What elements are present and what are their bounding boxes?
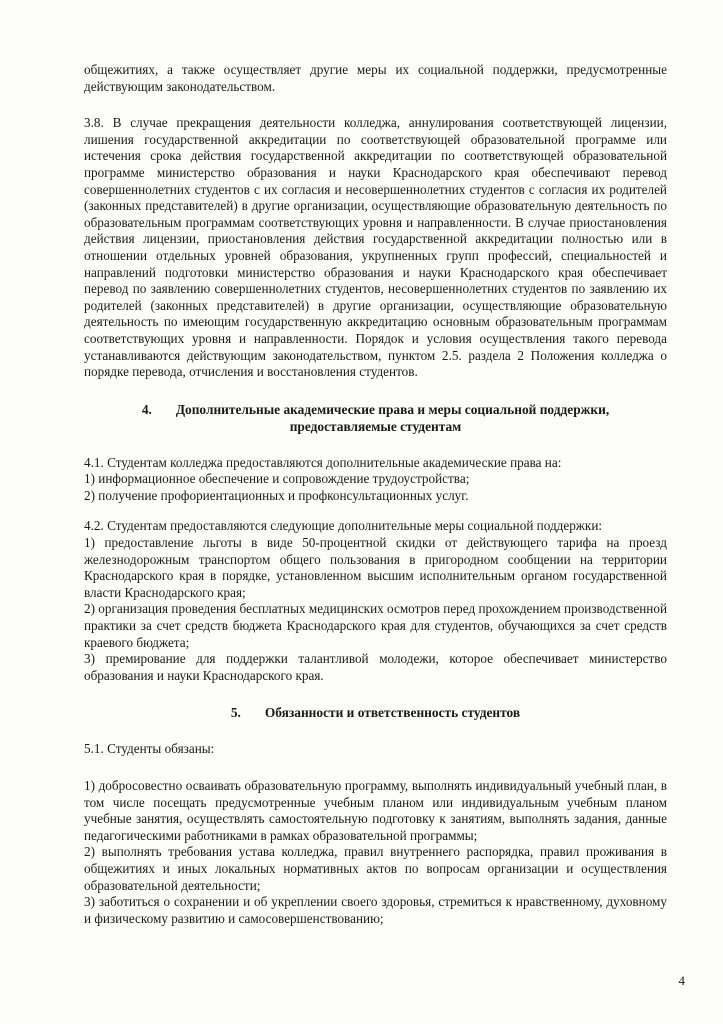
paragraph: 4.2. Студентам предоставляются следующие дополнительные меры социальной поддержки: [84, 518, 603, 534]
paragraph: 1) предоставление льготы в виде 50-процентной скидки от действующего тарифа на проезд железнодорожным транспортом общего пользования в пригородном сообщении на территории Краснодарского края в порядке, установленном высшим исполнительным органом государственной власти Краснодарского края; [84, 535, 667, 600]
paragraph: общежитиях, а также осуществляет другие меры их социальной поддержки, предусмотренные действующим законодательством. [84, 62, 667, 94]
spacer [84, 684, 667, 704]
page-number: 4 [678, 973, 685, 989]
paragraph: 2) выполнять требования устава колледжа, правил внутреннего распорядка, правил проживания в общежитиях и иных локальных нормативных актов по вопросам организации и осуществления образовательной деятельности; [84, 844, 667, 893]
spacer [84, 95, 667, 115]
paragraph: 3.8. В случае прекращения деятельности колледжа, аннулирования соответствующей лицензии, лишения государственной аккредитации по соответствующей образовательной программе или истечения срока действия государственной аккредитации по соответствующей образовательной программе министерство образования и науки Краснодарского края обеспечивают перевод совершеннолетних студентов с их согласия и несовершеннолетних студентов с согласия их родителей (законных представителей) в другие организации, осуществляющие образовательную деятельность по образовательным программам соответствующих уровня и направленности. В случае приостановления действия лицензии, приостановления действия государственной аккредитации полностью или в отношении отдельных уровней образования, укрупненных групп профессий, специальностей и направлений подготовки министерство образования и науки Краснодарского края обеспечивает перевод по заявлению совершеннолетних студентов, несовершеннолетних студентов по заявлению их родителей (законных представителей) в другие организации, осуществляющие образовательную деятельность по имеющим государственную аккредитацию основным образовательным программам соответствующих уровня и направленности. Порядок и условия осуществления такого перевода устанавливаются действующим законодательством, пунктом 2.5. раздела 2 Положения колледжа о порядке перевода, отчисления и восстановления студентов. [84, 115, 667, 380]
spacer [84, 758, 667, 778]
section-heading [84, 401, 667, 435]
paragraph: 3) премирование для поддержки талантливой молодежи, которое обеспечивает министерство образования и науки Краснодарского края. [84, 651, 667, 683]
section-title-line2: предоставляемые студентам [289, 418, 462, 434]
paragraph: 5.1. Студенты обязаны: [84, 741, 215, 757]
spacer [84, 504, 667, 518]
spacer [84, 381, 667, 401]
section-number: 5. [230, 705, 241, 721]
paragraph: 2) получение профориентационных и профконсультационных услуг. [84, 487, 469, 503]
paragraph: 3) заботиться о сохранении и об укреплении своего здоровья, стремиться к нравственному, духовному и физическому развитию и самосовершенствованию; [84, 894, 667, 926]
paragraph: 1) добросовестно осваивать образовательную программу, выполнять индивидуальный учебный план, в том числе посещать предусмотренные учебным планом или индивидуальным учебным планом учебные занятия, осуществлять самостоятельную подготовку к занятиям, выполнять задания, данные педагогическими работниками в рамках образовательной программы; [84, 778, 667, 843]
paragraph: 2) организация проведения бесплатных медицинских осмотров перед прохождением производственной практики за счет средств бюджета Краснодарского края для студентов, обучающихся за счет средств краевого бюджета; [84, 601, 667, 650]
paragraph: 4.1. Студентам колледжа предоставляются дополнительные академические права на: [84, 454, 562, 470]
section-number: 4. [141, 401, 152, 417]
paragraph: 1) информационное обеспечение и сопровождение трудоустройства; [84, 471, 470, 487]
section-title: Дополнительные академические права и меры социальной поддержки, [175, 401, 610, 417]
spacer [84, 721, 667, 741]
document-body [84, 62, 667, 927]
section-title: Обязанности и ответственность студентов [264, 705, 521, 721]
spacer [84, 435, 667, 455]
section-heading [84, 704, 667, 721]
